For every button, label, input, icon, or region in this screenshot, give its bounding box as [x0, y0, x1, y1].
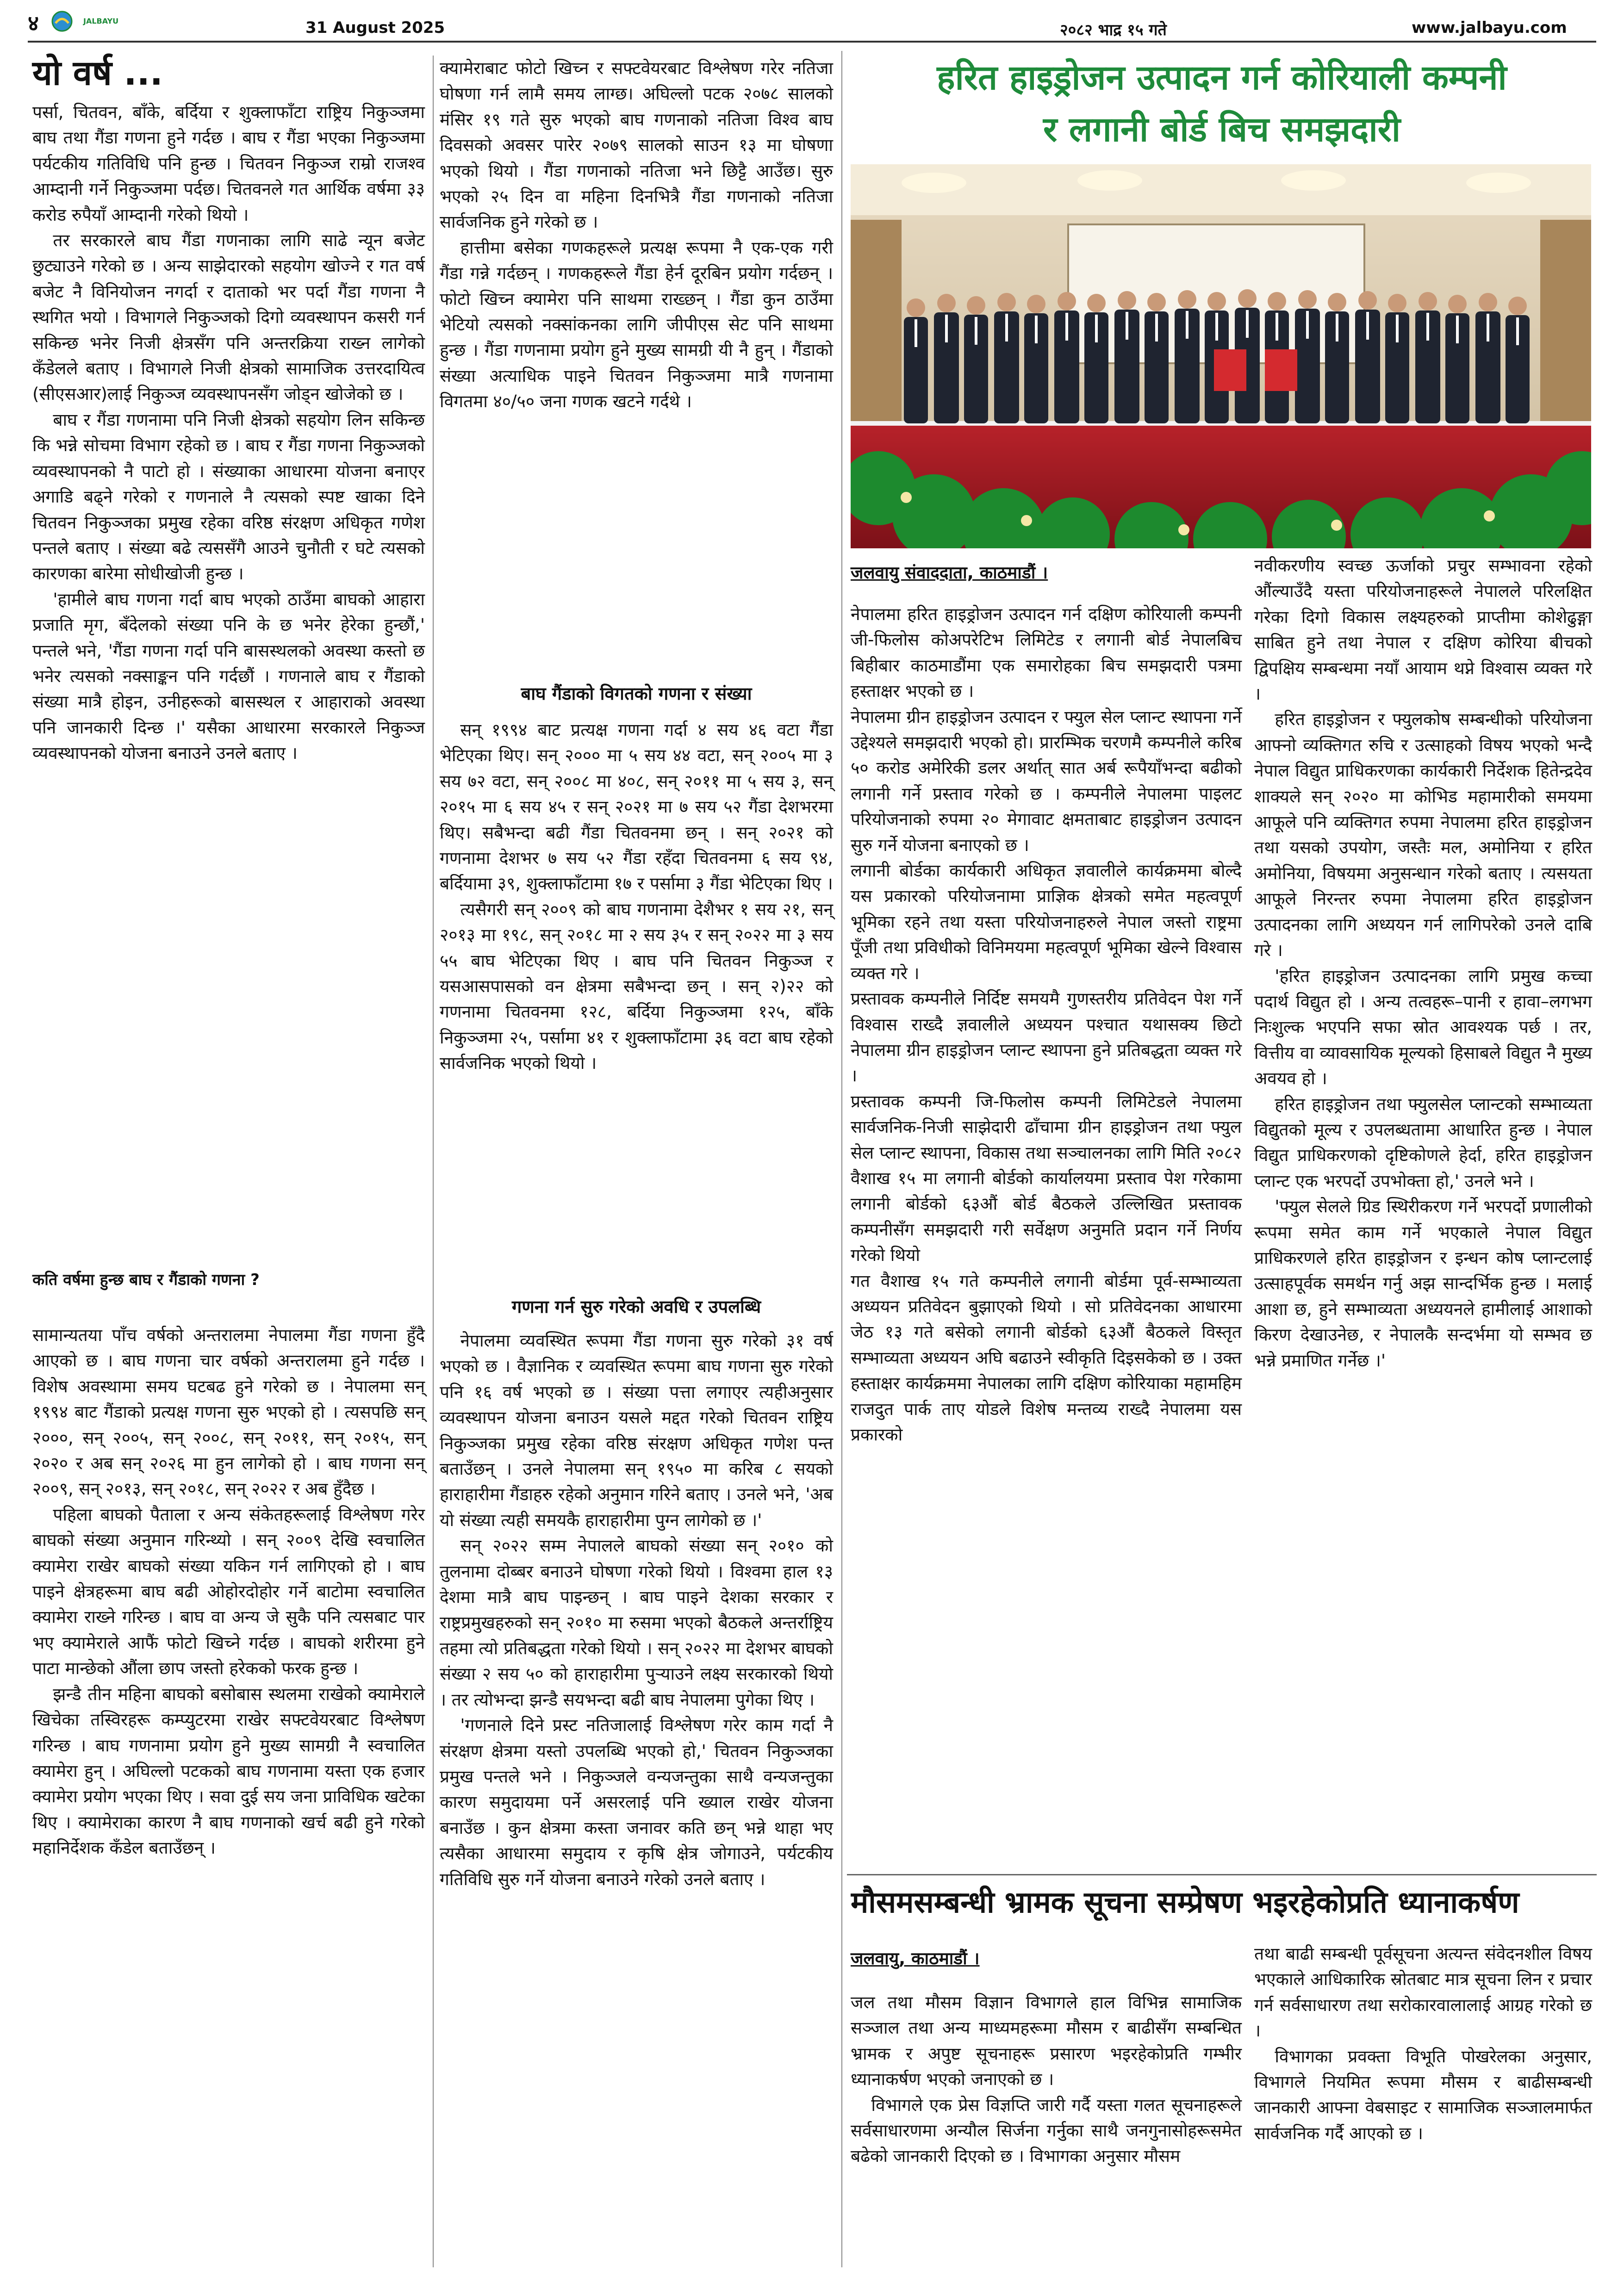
article1-subheading-past-counts: बाघ गैंडाको विगतको गणना र संख्या — [521, 683, 752, 704]
paragraph: विभागले एक प्रेस विज्ञप्ति जारी गर्दै यस्ता गलत सूचनाहरूले सर्वसाधारणमा अन्यौल सिर्जना गर्नुका साथै जनगुनासोहरूसमेत बढेको जानकारी दिएको छ । विभागका अनुसार मौसम — [851, 2095, 1242, 2166]
ceremony-photo — [851, 164, 1591, 548]
paragraph: 'हामीले बाघ गणना गर्दा बाघ भएको ठाउँमा बाघको आहारा प्रजाति मृग, बँदेलको संख्या पनि के छ भनेर हेरेका हुन्छौं,' पन्तले भने, 'गैंडा गणना गर्दा पनि बासस्थलको अवस्था कस्तो छ भनेर त्यसको नक्साङ्कन पनि गर्दछौं । गणनाले बाघ र गैंडाको संख्या मात्रै होइन, उनीहरूको बासस्थल र आहाराको अवस्था पनि जानकारी दिन्छ ।' यसैका आधारमा सरकारले निकुञ्ज व्यवस्थापनको योजना बनाउने उनले बताए । — [32, 589, 425, 763]
paragraph: नेपालमा ग्रीन हाइड्रोजन उत्पादन र फ्युल सेल प्लान्ट स्थापना गर्ने उद्देश्यले समझदारी भएको हो। प्रारम्भिक चरणमै कम्पनीले करिब ५० करोड अमेरिकी डलर अर्थात् सात अर्ब रूपैयाँभन्दा बढीको लगानी गर्ने प्रस्ताव गरेको छ । कम्पनीले नेपालमा पाइलट परियोजनाको रुपमा २० मेगावाट क्षमताबाट हाइड्रोजन उत्पादन सुरु गर्ने योजना बनाएको छ । — [851, 707, 1242, 855]
date-nepali: २०८२ भाद्र १५ गते — [1060, 21, 1167, 39]
paragraph: झन्डै तीन महिना बाघको बसोबास स्थलमा राखेको क्यामेराले खिचेका तस्विरहरू कम्प्युटरमा राखेर सफ्टवेयरबाट विश्लेषण गरिन्छ । बाघ गणनामा प्रयोग हुने मुख्य सामग्री नै स्वचालित क्यामेरा हुन् । अघिल्लो पटकको बाघ गणनामा यस्ता एक हजार क्यामेरा प्रयोग भएका थिए । सवा दुई सय जना प्राविधिक खटेका थिए । क्यामेराका कारण नै बाघ गणनाको खर्च बढी हुने गरेको महानिर्देशक कँडेल बताउँछन् । — [32, 1684, 425, 1858]
article2-column1 — [851, 602, 1242, 1447]
article2-column2 — [1254, 553, 1592, 1373]
article1-title: यो वर्ष ... — [32, 53, 163, 93]
article1-subheading-period-achievement: गणना गर्न सुरु गरेको अवधि र उपलब्धि — [511, 1297, 761, 1317]
jalbayu-logo — [51, 10, 84, 32]
column-divider — [841, 51, 842, 2267]
paragraph: 'हरित हाइड्रोजन उत्पादनका लागि प्रमुख कच्चा पदार्थ विद्युत हो । अन्य तत्वहरू–पानी र हावा–लगभग निःशुल्क भएपनि सफा स्रोत आवश्यक पर्छ । तर, वित्तीय वा व्यावसायिक मूल्यको हिसाबले विद्युत नै मुख्य अवयव हो । — [1254, 966, 1592, 1089]
column-divider — [433, 56, 434, 2267]
article2-byline: जलवायु संवाददाता, काठमाडौं । — [851, 563, 1048, 583]
paragraph: सन् २०२२ सम्म नेपालले बाघको संख्या सन् २०१० को तुलनामा दोब्बर बनाउने घोषणा गरेको थियो । विश्वमा हाल १३ देशमा मात्रै बाघ पाइन्छन् । बाघ पाइने देशका सरकार र राष्ट्रप्रमुखहरुको सन् २०१० मा रुसमा भएको बैठकले अन्तर्राष्ट्रिय तहमा त्यो प्रतिबद्धता गरेको थियो । सन् २०२२ मा देशभर बाघको संख्या २ सय ५० को हाराहारीमा पुऱ्याउने लक्ष्य सरकारको थियो । तर त्योभन्दा झन्डै सयभन्दा बढी बाघ नेपालमा पुगेका थिए । — [440, 1536, 833, 1710]
article1-column1-top — [32, 99, 425, 766]
paragraph: लगानी बोर्डका कार्यकारी अधिकृत ज्ञवालीले कार्यक्रममा बोल्दै यस प्रकारको परियोजनामा प्राज्ञिक क्षेत्रको समेत महत्वपूर्ण भूमिका रहने तथा यस्ता परियोजनाहरुले नेपाल जस्तो राष्ट्रमा पूँजी तथा प्रविधीको विनिमयमा महत्वपूर्ण भूमिका खेल्ने विश्वास व्यक्त गरे । — [851, 861, 1242, 983]
article2-headline — [847, 52, 1597, 155]
article3-byline: जलवायु, काठमाडौं । — [851, 1948, 980, 1968]
headline-line: र लगानी बोर्ड बिच समझदारी — [1043, 110, 1401, 149]
paragraph: पहिला बाघको पैताला र अन्य संकेतहरूलाई विश्लेषण गरेर बाघको संख्या अनुमान गरिन्थ्यो । सन् २००९ देखि स्वचालित क्यामेरा राखेर बाघको संख्या यकिन गर्न लागिएको हो । बाघ पाइने क्षेत्रहरूमा बाघ बढी ओहोरदोहोर गर्ने बाटोमा स्वचालित क्यामेरा राख्ने गरिन्छ । बाघ वा अन्य जे सुकै पनि त्यसबाट पार भए क्यामेराले आफैं फोटो खिच्ने गर्दछ । बाघको शरीरमा हुने पाटा मान्छेको औंला छाप जस्तो हरेकको फरक हुन्छ । — [32, 1504, 425, 1679]
paragraph: 'गणनाले दिने प्रस्ट नतिजालाई विश्लेषण गरेर काम गर्दा नै संरक्षण क्षेत्रमा यस्तो उपलब्धि भएको हो,' चितवन निकुञ्जका प्रमुख पन्तले भने । निकुञ्जले वन्यजन्तुका साथै वन्यजन्तुका कारण समुदायमा पर्ने असरलाई पनि ख्याल राखेर योजना बनाउँछ । कुन क्षेत्रमा कस्ता जनावर कति छन् भन्ने थाहा भए त्यसैका आधारमा समुदाय र कृषि क्षेत्र जोगाउने, पर्यटकीय गतिविधि सुरु गर्ने योजना बनाउने गरेको उनले बताए । — [440, 1715, 833, 1889]
article3-column1 — [851, 1990, 1242, 2169]
paragraph: क्यामेराबाट फोटो खिच्न र सफ्टवेयरबाट विश्लेषण गरेर नतिजा घोषणा गर्न लामै समय लाग्छ। अघिल्लो पटक २०७८ सालको मंसिर १९ गते सुरु भएको बाघ गणनाको नतिजा विश्व बाघ दिवसको अवसर पारेर २०७९ सालको साउन १३ मा घोषणा भएको थियो । गैंडा गणनाको नतिजा भने छिट्टै आउँछ। सुरु भएको २५ दिन वा महिना दिनभित्रै गैंडा गणनाको नतिजा सार्वजनिक हुने गरेको छ । — [440, 58, 833, 232]
paragraph: हरित हाइड्रोजन र फ्युलकोष सम्बन्धीको परियोजना आफ्नो व्यक्तिगत रुचि र उत्साहको विषय भएको भन्दै नेपाल विद्युत प्राधिकरणका कार्यकारी निर्देशक हितेन्द्रदेव शाक्यले सन् २०२० मा कोभिड महामारीको समयमा आफूले पनि व्यक्तिगत रुपमा नेपालमा हरित हाइड्रोजन तथा यसको उपयोग, जस्तैः मल, अमोनिया र हरित अमोनिया, विषयमा अनुसन्धान गरेको बताए । त्यसयता आफूले निरन्तर रुपमा नेपालमा हरित हाइड्रोजन उत्पादनका लागि अध्ययन गर्न लागिपरेको उनले दाबि गरे । — [1254, 709, 1592, 961]
paragraph: पर्सा, चितवन, बाँके, बर्दिया र शुक्लाफाँटा राष्ट्रिय निकुञ्जमा बाघ तथा गैंडा गणना हुने गर्दछ । बाघ र गैंडा भएका निकुञ्जमा पर्यटकीय गतिविधि पनि हुन्छ । चितवन निकुञ्ज राम्रो राजश्व आम्दानी गर्ने निकुञ्जमा पर्दछ। चितवनले गत आर्थिक वर्षमा ३३ करोड रुपैयाँ आम्दानी गरेको थियो । — [32, 102, 425, 225]
article1-subheading-census-interval: कति वर्षमा हुन्छ बाघ र गैंडाको गणना ? — [32, 1271, 260, 1289]
paragraph: विभागका प्रवक्ता विभूति पोखरेलका अनुसार, विभागले नियमित रूपमा मौसम र बाढीसम्बन्धी जानकारी आफ्ना वेबसाइट र सामाजिक सञ्जालमार्फत सार्वजनिक गर्दै आएको छ । — [1254, 2046, 1592, 2143]
paragraph: सन् १९९४ बाट प्रत्यक्ष गणना गर्दा ४ सय ४६ वटा गैंडा भेटिएका थिए। सन् २००० मा ५ सय ४४ वटा, सन् २००५ मा ३ सय ७२ वटा, सन् २००८ मा ४०८, सन् २०११ मा ५ सय ३, सन् २०१५ मा ६ सय ४५ र सन् २०२१ मा ७ सय ५२ गैंडा देशभरमा थिए। सबैभन्दा बढी गैंडा चितवनमा छन् । सन् २०२१ को गणनामा देशभर ७ सय ५२ गैंडा रहँदा चितवनमा ६ सय ९४, बर्दियामा ३९, शुक्लाफाँटामा १७ र पर्सामा ३ गैंडा भेटिएका थिए । — [440, 720, 833, 894]
paragraph: हरित हाइड्रोजन तथा फ्युलसेल प्लान्टको सम्भाव्यता विद्युतको मूल्य र उपलब्धतामा आधारित हुन्छ । नेपाल विद्युत प्राधिकरणको दृष्टिकोणले हेर्दा, हरित हाइड्रोजन प्लान्ट एक भरपर्दो उपभोक्ता हो,' उनले भने । — [1254, 1094, 1592, 1191]
paragraph: जल तथा मौसम विज्ञान विभागले हाल विभिन्न सामाजिक सञ्जाल तथा अन्य माध्यमहरूमा मौसम र बाढीसँग सम्बन्धित भ्रामक र अपुष्ट सूचनाहरू प्रसारण भइरहेकोप्रति गम्भीर ध्यानाकर्षण भएको जनाएको छ । — [851, 1992, 1242, 2090]
paragraph: गत वैशाख १५ गते कम्पनीले लगानी बोर्डमा पूर्व-सम्भाव्यता अध्ययन प्रतिवेदन बुझाएको थियो । सो प्रतिवेदनका आधारमा जेठ १३ गते बसेको लगानी बोर्डको ६३औं बैठकले विस्तृत सम्भाव्यता अध्ययन अघि बढाउने स्वीकृति दिइसकेको छ । उक्त हस्ताक्षर कार्यक्रममा नेपालका लागि दक्षिण कोरियाका महामहिम राजदुत पार्क ताए योडले विशेष मन्तव्य राख्दै नेपालमा यस प्रकारको — [851, 1271, 1242, 1445]
header-rule — [28, 41, 1596, 43]
paragraph: सामान्यतया पाँच वर्षको अन्तरालमा नेपालमा गैंडा गणना हुँदै आएको छ । बाघ गणना चार वर्षको अन्तरालमा हुने गर्दछ । विशेष अवस्थामा समय घटबढ हुने गरेको छ । नेपालमा सन् १९९४ बाट गैंडाको प्रत्यक्ष गणना सुरु भएको हो । त्यसपछि सन् २०००, सन् २००५, सन् २००८, सन् २०११, सन् २०१५, सन् २०२० र अब सन् २०२६ मा हुन लागेको हो । बाघ गणना सन् २००९, सन् २०१३, सन् २०१८, सन् २०२२ र अब हुँदैछ । — [32, 1325, 425, 1499]
date-english: 31 August 2025 — [305, 19, 445, 37]
paragraph: हात्तीमा बसेका गणकहरूले प्रत्यक्ष रूपमा नै एक-एक गरी गैंडा गन्ने गर्दछन् । गणकहरूले गैंडा हेर्न दूरबिन प्रयोग गर्दछन् । फोटो खिच्न क्यामेरा पनि साथमा राख्छन् । गैंडा कुन ठाउँमा भेटियो त्यसको नक्सांकनका लागि जीपीएस सेट पनि साथमा हुन्छ । गैंडा गणनामा प्रयोग हुने मुख्य सामग्री यी नै हुन् । गैंडाको संख्या अत्याधिक पाइने चितवन निकुञ्जमा मात्रै गणनामा विगतमा ४०/५० जना गणक खटने गर्दथे । — [440, 237, 833, 412]
article1-column2-top — [440, 56, 833, 415]
paragraph: प्रस्तावक कम्पनी जि-फिलोस कम्पनी लिमिटेडले नेपालमा सार्वजनिक-निजी साझेदारी ढाँचामा ग्रीन हाइड्रोजन तथा फ्युल सेल प्लान्ट स्थापना, विकास तथा सञ्चालनका लागि मिति २०८२ वैशाख १५ मा लगानी बोर्डको कार्यालयमा प्रस्ताव पेश गरेकामा लगानी बोर्डको ६३औं बोर्ड बैठकले उल्लिखित प्रस्तावक कम्पनीसँग समझदारी गरी सर्वेक्षण अनुमति प्रदान गर्ने निर्णय गरेको थियो — [851, 1091, 1242, 1266]
paragraph: नेपालमा हरित हाइड्रोजन उत्पादन गर्न दक्षिण कोरियाली कम्पनी जी-फिलोस कोअपरेटिभ लिमिटेड र लगानी बोर्ड नेपालबिच बिहीबार काठमाडौंमा एक समारोहका बिच समझदारी पत्रमा हस्ताक्षर भएको छ । — [851, 604, 1242, 701]
paragraph: त्यसैगरी सन् २००९ को बाघ गणनामा देशैभर १ सय २१, सन् २०१३ मा १९८, सन् २०१८ मा २ सय ३५ र सन् २०२२ मा ३ सय ५५ बाघ भेटिएका थिए । बाघ पनि चितवन निकुञ्ज र यसआसपासको वन क्षेत्रमा सबैभन्दा छन् । सन् २)२२ को गणनामा चितवनमा १२८, बर्दिया निकुञ्जमा १२५, बाँके निकुञ्जमा २५, पर्सामा ४१ र शुक्लाफाँटामा ३६ वटा बाघ रहेको सार्वजनिक भएको थियो । — [440, 899, 833, 1074]
paragraph: तर सरकारले बाघ गैंडा गणनाका लागि साढे न्यून बजेट छुट्याउने गरेको छ । अन्य साझेदारको सहयोग खोज्ने र गत वर्ष बजेट नै विनियोजन नगर्दा र दाताको भर पर्दा गैंडा गणना नै स्थगित भयो । विभागले निकुञ्जको दिगो व्यवस्थापन कसरी गर्न सकिन्छ भनेर निजी क्षेत्रसँग पनि अन्तरक्रिया राख्न लागेको कँडेलले बताए । विभागले निजी क्षेत्रको सामाजिक उत्तरदायित्व (सीएसआर)लाई निकुञ्ज व्यवस्थापनसँग जोड्न खोजेको छ । — [32, 230, 425, 404]
article1-column2-middle — [440, 717, 833, 1076]
article3-headline: मौसमसम्बन्धी भ्रामक सूचना सम्प्रेषण भइरहेकोप्रति ध्यानाकर्षण — [851, 1886, 1519, 1920]
paragraph: नवीकरणीय स्वच्छ ऊर्जाको प्रचुर सम्भावना रहेको औंल्याउँदै यस्ता परियोजनाहरूले नेपालले परिलक्षित गरेका दिगो विकास लक्ष्यहरुको प्राप्तीमा कोशेढुङ्गा साबित हुने तथा नेपाल र दक्षिण कोरिया बीचको द्विपक्षिय सम्बन्धमा नयाँ आयाम थप्ने विश्वास व्यक्त गरे । — [1254, 556, 1592, 704]
mou-folder — [1265, 349, 1297, 391]
mou-folder — [1214, 349, 1246, 391]
article1-column2-bottom — [440, 1328, 833, 1892]
article3-column2 — [1254, 1941, 1592, 2146]
section-divider — [847, 1874, 1597, 1875]
article1-column1-bottom — [32, 1322, 425, 1861]
article2-photo — [851, 164, 1591, 548]
paragraph: 'फ्युल सेलले ग्रिड स्थिरीकरण गर्ने भरपर्दो प्रणालीको रूपमा समेत काम गर्ने भएकाले नेपाल विद्युत प्राधिकरणले हरित हाइड्रोजन र इन्धन कोष प्लान्टलाई उत्साहपूर्वक समर्थन गर्नु अझ सान्दर्भिक हुन्छ । मलाई आशा छ, हुने सम्भाव्यता अध्ययनले हामीलाई आशाको किरण देखाउनेछ, र नेपालकै सन्दर्भमा यो सम्भव छ भन्ने प्रमाणित गर्नेछ ।' — [1254, 1197, 1592, 1371]
logo-icon — [51, 10, 84, 32]
website[interactable]: www.jalbayu.com — [1412, 19, 1567, 37]
paragraph: तथा बाढी सम्बन्धी पूर्वसूचना अत्यन्त संवेदनशील विषय भएकाले आधिकारिक स्रोतबाट मात्र सूचना लिन र प्रचार गर्न सर्वसाधारण तथा सरोकारवालालाई आग्रह गरेको छ । — [1254, 1944, 1592, 2041]
paragraph: बाघ र गैंडा गणनामा पनि निजी क्षेत्रको सहयोग लिन सकिन्छ कि भन्ने सोचमा विभाग रहेको छ । बाघ र गैंडा गणना निकुञ्जको व्यवस्थापनको नै पाटो हो । संख्याका आधारमा योजना बनाएर अगाडि बढ्ने गरेको र गणनाले नै त्यसको स्पष्ट खाका दिने चितवन निकुञ्जका प्रमुख रहेका वरिष्ठ संरक्षण अधिकृत गणेश पन्तले बताए । संख्या बढे त्यससँगै आउने चुनौती र घटे त्यसको कारणका बारेमा सोधीखोजी हुन्छ । — [32, 410, 425, 584]
headline-line: हरित हाइड्रोजन उत्पादन गर्न कोरियाली कम्पनी — [937, 58, 1507, 98]
paragraph: प्रस्तावक कम्पनीले निर्दिष्ट समयमै गुणस्तरीय प्रतिवेदन पेश गर्ने विश्वास राख्दै ज्ञवालीले अध्ययन पश्चात यथासक्य छिटो नेपालमा ग्रीन हाइड्रोजन प्लान्ट स्थापना हुने प्रतिबद्धता व्यक्त गरे । — [851, 989, 1242, 1086]
logo-text: JALBAYU — [83, 17, 119, 25]
paragraph: नेपालमा व्यवस्थित रूपमा गैंडा गणना सुरु गरेको ३१ वर्ष भएको छ । वैज्ञानिक र व्यवस्थित रूपमा बाघ गणना सुरु गरेको पनि १६ वर्ष भएको छ । संख्या पत्ता लगाएर त्यहीअनुसार व्यवस्थापन योजना बनाउन यसले मद्दत गरेको चितवन राष्ट्रिय निकुञ्जका प्रमुख रहेका वरिष्ठ संरक्षण अधिकृत गणेश पन्त बताउँछन् । उनले नेपालमा सन् १९५० मा करिब ८ सयको हाराहारीमा गैंडाहरु रहेको अनुमान गरिने बताए । उनले भने, 'अब यो संख्या त्यही समयकै हाराहारीमा पुग्न लागेको छ ।' — [440, 1331, 833, 1530]
page-number: ४ — [28, 11, 39, 36]
